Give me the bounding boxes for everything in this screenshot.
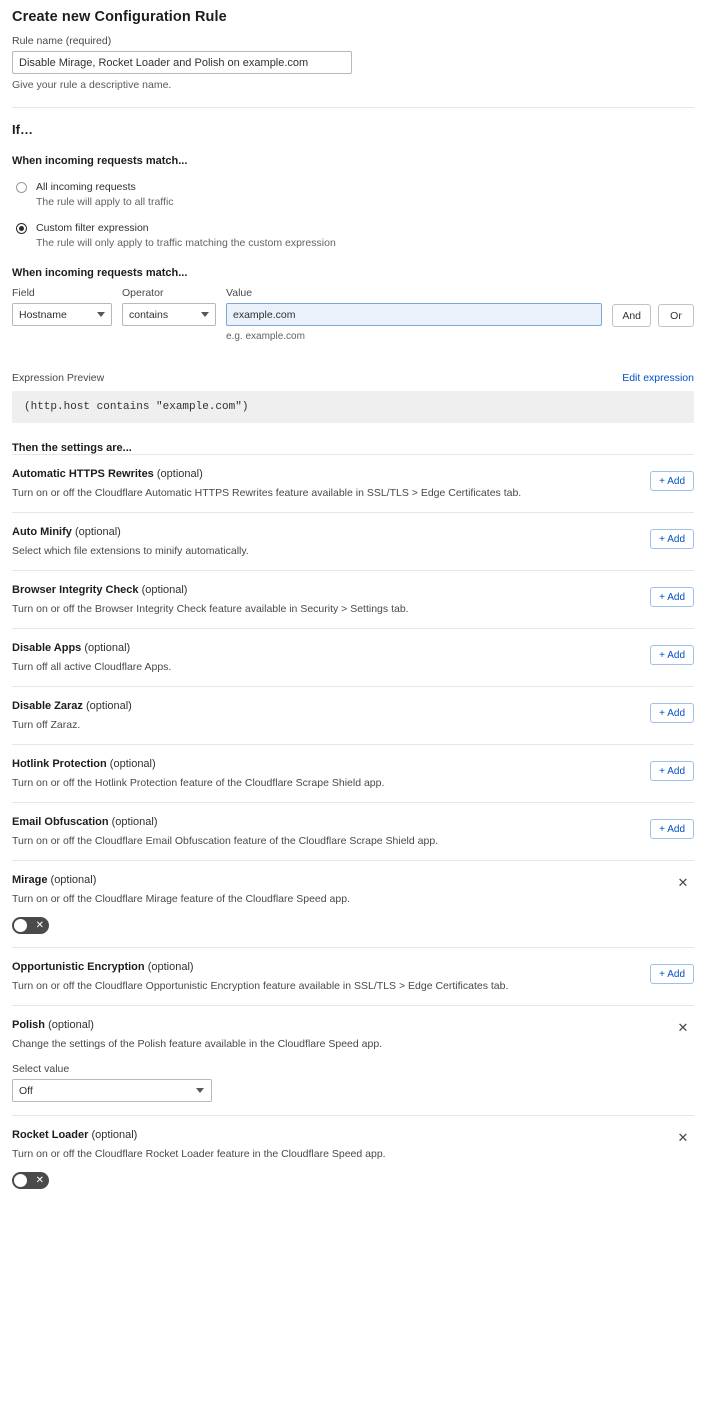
or-button[interactable]: Or — [658, 304, 694, 327]
value-input[interactable] — [226, 303, 602, 326]
setting-row — [12, 947, 694, 1005]
radio-option-all-requests[interactable] — [12, 180, 694, 208]
setting-name: Disable Apps — [12, 642, 82, 655]
setting-name: Browser Integrity Check — [12, 584, 139, 597]
setting-title — [12, 758, 694, 770]
chevron-down-icon — [201, 312, 209, 317]
setting-row — [12, 1005, 694, 1115]
match-heading: When incoming requests match... — [12, 155, 188, 167]
rule-name-input[interactable] — [12, 51, 352, 74]
setting-optional: (optional) — [91, 1129, 138, 1142]
toggle-knob — [14, 919, 27, 932]
field-select-value: Hostname — [19, 308, 67, 321]
setting-title — [12, 961, 694, 973]
close-icon: ✕ — [35, 1175, 44, 1187]
and-button[interactable]: And — [612, 304, 651, 327]
setting-row — [12, 454, 694, 512]
radio-sub: The rule will only apply to traffic matching the custom expression — [36, 237, 336, 250]
add-button[interactable]: + Add — [650, 703, 694, 723]
logic-buttons — [612, 304, 694, 327]
add-button[interactable]: + Add — [650, 761, 694, 781]
setting-row — [12, 686, 694, 744]
setting-optional: (optional) — [109, 758, 156, 771]
setting-optional: (optional) — [74, 526, 121, 539]
field-label: Field — [12, 287, 35, 300]
setting-optional: (optional) — [85, 700, 132, 713]
setting-description: Turn on or off the Cloudflare Email Obfuscation feature of the Cloudflare Scrape Shield app. — [12, 835, 439, 848]
mirage-toggle[interactable] — [12, 917, 49, 934]
operator-select-value: contains — [129, 308, 169, 321]
setting-name: Rocket Loader — [12, 1129, 89, 1142]
field-column — [12, 287, 112, 326]
field-select[interactable] — [12, 303, 112, 326]
setting-description: Turn on or off the Cloudflare Rocket Loader feature in the Cloudflare Speed app. — [12, 1148, 386, 1161]
page-title: Create new Configuration Rule — [12, 9, 227, 25]
add-button[interactable]: + Add — [650, 529, 694, 549]
radio-icon[interactable] — [16, 223, 27, 234]
value-column — [226, 287, 602, 342]
setting-title — [12, 468, 694, 480]
add-button[interactable]: + Add — [650, 471, 694, 491]
setting-optional: (optional) — [156, 468, 203, 481]
expression-preview-label: Expression Preview — [12, 372, 105, 385]
rocket-loader-toggle[interactable] — [12, 1172, 49, 1189]
setting-optional: (optional) — [147, 961, 194, 974]
remove-setting-button[interactable]: ✕ — [675, 1130, 691, 1146]
setting-description: Select which file extensions to minify automatically. — [12, 545, 249, 558]
setting-row — [12, 860, 694, 947]
close-icon: ✕ — [35, 920, 44, 932]
setting-row — [12, 628, 694, 686]
value-hint: e.g. example.com — [226, 331, 305, 343]
setting-row — [12, 512, 694, 570]
setting-name: Polish — [12, 1019, 46, 1032]
setting-description: Turn on or off the Cloudflare Opportunistic Encryption feature available in SSL/TLS > Edge Certificates tab. — [12, 980, 509, 993]
edit-expression-link[interactable]: Edit expression — [622, 372, 694, 385]
setting-title — [12, 642, 694, 654]
setting-name: Auto Minify — [12, 526, 72, 539]
setting-optional: (optional) — [141, 584, 188, 597]
filter-heading: When incoming requests match... — [12, 267, 188, 280]
operator-column — [122, 287, 216, 326]
setting-title — [12, 1019, 694, 1031]
rule-name-help: Give your rule a descriptive name. — [12, 79, 172, 91]
radio-icon[interactable] — [16, 182, 27, 193]
operator-label: Operator — [122, 287, 164, 300]
setting-title — [12, 526, 694, 538]
setting-description: Turn on or off the Cloudflare Mirage feature of the Cloudflare Speed app. — [12, 893, 350, 906]
remove-setting-button[interactable]: ✕ — [675, 875, 691, 891]
setting-optional: (optional) — [48, 1019, 94, 1032]
chevron-down-icon — [97, 312, 105, 317]
value-label: Value — [226, 287, 253, 300]
expression-preview-header — [12, 372, 694, 384]
add-button[interactable]: + Add — [650, 964, 694, 984]
radio-sub: The rule will apply to all traffic — [36, 196, 174, 209]
setting-name: Email Obfuscation — [12, 816, 109, 829]
setting-name: Hotlink Protection — [12, 758, 107, 771]
radio-label: All incoming requests — [36, 181, 136, 193]
remove-setting-button[interactable]: ✕ — [675, 1020, 691, 1036]
setting-name: Opportunistic Encryption — [12, 961, 145, 974]
setting-name: Mirage — [12, 874, 48, 887]
rule-name-group — [12, 35, 694, 91]
setting-description: Turn on or off the Hotlink Protection feature of the Cloudflare Scrape Shield app. — [12, 777, 385, 790]
setting-description: Change the settings of the Polish feature available in the Cloudflare Speed app. — [12, 1038, 383, 1051]
setting-row — [12, 802, 694, 860]
setting-title — [12, 700, 694, 712]
then-section-heading: Then the settings are... — [12, 442, 132, 455]
operator-select[interactable] — [122, 303, 216, 326]
setting-description: Turn off Zaraz. — [12, 719, 81, 732]
setting-title — [12, 584, 694, 596]
divider — [12, 107, 694, 108]
filter-builder-row — [12, 287, 694, 342]
expression-preview-box: (http.host contains "example.com") — [12, 391, 694, 423]
setting-optional: (optional) — [84, 642, 131, 655]
polish-select-value: Off — [19, 1084, 33, 1097]
setting-optional: (optional) — [111, 816, 158, 829]
setting-row — [12, 1115, 694, 1202]
setting-row — [12, 570, 694, 628]
setting-description: Turn off all active Cloudflare Apps. — [12, 661, 172, 674]
setting-description: Turn on or off the Browser Integrity Check feature available in Security > Settings tab. — [12, 603, 409, 616]
polish-select[interactable] — [12, 1079, 212, 1102]
radio-label: Custom filter expression — [36, 222, 149, 235]
if-section-heading: If… — [12, 122, 33, 137]
add-button[interactable]: + Add — [650, 645, 694, 665]
setting-name: Automatic HTTPS Rewrites — [12, 468, 154, 481]
chevron-down-icon — [196, 1088, 204, 1093]
setting-optional: (optional) — [50, 874, 97, 887]
setting-title — [12, 874, 694, 886]
rule-name-label: Rule name (required) — [12, 35, 112, 47]
add-button[interactable]: + Add — [650, 587, 694, 607]
setting-description: Turn on or off the Cloudflare Automatic HTTPS Rewrites feature available in SSL/TLS > Edge Certificates tab. — [12, 487, 522, 500]
polish-select-label: Select value — [12, 1063, 70, 1076]
add-button[interactable]: + Add — [650, 819, 694, 839]
setting-title — [12, 816, 694, 828]
setting-title — [12, 1129, 694, 1141]
setting-row — [12, 744, 694, 802]
radio-option-custom-filter[interactable] — [12, 221, 694, 249]
toggle-knob — [14, 1174, 27, 1187]
setting-name: Disable Zaraz — [12, 700, 83, 713]
